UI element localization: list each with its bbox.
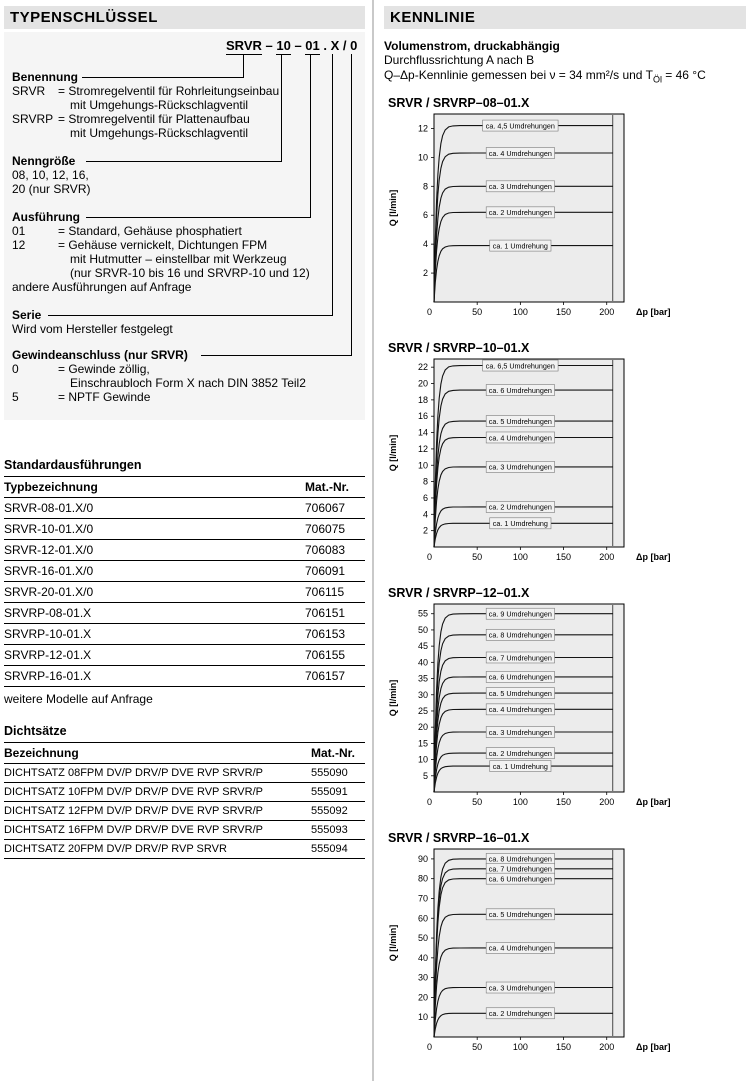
y-tick-label: 14 xyxy=(417,427,428,438)
code-separator: 0 xyxy=(350,38,358,53)
section-title: Gewindeanschluss (nur SRVR) xyxy=(12,348,188,362)
curve-label: ca. 6,5 Umdrehungen xyxy=(485,361,555,371)
curve-label: ca. 2 Umdrehungen xyxy=(488,208,552,218)
chart-svg xyxy=(384,600,694,822)
section-line: 20 (nur SRVR) xyxy=(12,182,91,196)
term-description: = Standard, Gehäuse phosphatiert xyxy=(58,224,242,238)
term-description: = Stromregelventil für Rohrleitungseinbau xyxy=(58,84,280,98)
curve-label: ca. 8 Umdrehungen xyxy=(488,630,552,640)
x-tick-label: 50 xyxy=(472,307,483,318)
y-tick-label: 90 xyxy=(417,854,428,865)
chart-canvas xyxy=(384,845,746,1067)
curve-label: ca. 4 Umdrehungen xyxy=(488,944,552,954)
y-tick-label: 40 xyxy=(417,953,428,964)
term-description: = Stromregelventil für Plattenaufbau xyxy=(58,112,250,126)
x-tick-label: 100 xyxy=(512,797,528,808)
column-divider xyxy=(372,0,374,1081)
table-row xyxy=(4,603,365,624)
y-tick-label: 18 xyxy=(417,395,428,406)
y-tick-label: 15 xyxy=(417,738,428,749)
chart-block-srvr08 xyxy=(384,96,746,332)
curve-label: ca. 4 Umdrehungen xyxy=(488,705,552,715)
table-cell: SRVR-16-01.X/0 xyxy=(4,561,305,582)
y-tick-label: 20 xyxy=(417,722,428,733)
curve-label: ca. 1 Umdrehung xyxy=(492,241,548,251)
curve-label: ca. 6 Umdrehungen xyxy=(488,673,552,683)
y-axis-label: Q [l/min] xyxy=(388,190,398,227)
typenschluessel-sections xyxy=(12,70,357,404)
y-tick-label: 25 xyxy=(417,706,428,717)
column-header-typbezeichnung: Typbezeichnung xyxy=(4,477,305,498)
chart-block-srvr12 xyxy=(384,586,746,822)
standard-table-heading: Standardausführungen xyxy=(4,456,365,477)
table-cell: 706151 xyxy=(305,603,365,624)
y-tick-label: 2 xyxy=(422,268,428,279)
section-title: Ausführung xyxy=(12,210,80,224)
seal-table xyxy=(4,743,365,859)
y-tick-label: 10 xyxy=(417,460,428,471)
code-separator: – xyxy=(290,38,306,53)
typenschluessel-header: TYPENSCHLÜSSEL xyxy=(4,6,365,29)
curve-label: ca. 2 Umdrehungen xyxy=(488,503,552,513)
chart-svg xyxy=(384,110,694,332)
more-models-note: weitere Modelle auf Anfrage xyxy=(4,692,153,706)
table-cell: SRVR-08-01.X/0 xyxy=(4,498,305,519)
curve-label: ca. 4,5 Umdrehungen xyxy=(485,121,555,131)
section-line: andere Ausführungen auf Anfrage xyxy=(12,280,192,294)
table-cell: 706115 xyxy=(305,582,365,603)
origin-label: 0 xyxy=(426,307,432,318)
section-title: Serie xyxy=(12,308,42,322)
term: 01 xyxy=(12,224,26,238)
kennlinie-header: KENNLINIE xyxy=(384,6,746,29)
x-tick-label: 150 xyxy=(556,307,572,318)
curve-label: ca. 6 Umdrehungen xyxy=(488,386,552,396)
origin-label: 0 xyxy=(426,1042,432,1053)
table-row xyxy=(4,840,365,859)
y-axis-label: Q [l/min] xyxy=(388,435,398,472)
column-header-matnr: Mat.-Nr. xyxy=(305,477,365,498)
right-column xyxy=(384,6,746,1067)
section-line xyxy=(12,224,357,238)
section-line xyxy=(12,390,357,404)
table-row xyxy=(4,561,365,582)
x-axis-label: Δp [bar] xyxy=(636,552,671,563)
y-tick-label: 30 xyxy=(417,690,428,701)
curve-label: ca. 4 Umdrehungen xyxy=(488,433,552,443)
origin-label: 0 xyxy=(426,552,432,563)
y-axis-label: Q [l/min] xyxy=(388,925,398,962)
x-tick-label: 200 xyxy=(599,1042,615,1053)
term: SRVRP xyxy=(12,112,54,126)
term: 5 xyxy=(12,390,19,404)
x-tick-label: 150 xyxy=(556,1042,572,1053)
x-tick-label: 100 xyxy=(512,307,528,318)
y-tick-label: 70 xyxy=(417,893,428,904)
term-description: = NPTF Gewinde xyxy=(58,390,151,404)
term-description: = Gewinde zöllig, xyxy=(58,362,150,376)
x-tick-label: 150 xyxy=(556,552,572,563)
y-tick-label: 60 xyxy=(417,913,428,924)
table-cell: 555093 xyxy=(311,821,365,840)
y-tick-label: 4 xyxy=(422,239,428,250)
chart-block-srvr16 xyxy=(384,831,746,1067)
term: 0 xyxy=(12,362,19,376)
y-tick-label: 35 xyxy=(417,673,428,684)
x-axis-label: Δp [bar] xyxy=(636,307,671,318)
curve-label: ca. 5 Umdrehungen xyxy=(488,417,552,427)
y-tick-label: 80 xyxy=(417,874,428,885)
table-cell: SRVRP-16-01.X xyxy=(4,666,305,687)
y-tick-label: 8 xyxy=(422,181,428,192)
x-axis-label: Δp [bar] xyxy=(636,1042,671,1053)
section-line xyxy=(12,362,357,376)
table-cell: 555091 xyxy=(311,783,365,802)
chart-title: SRVR / SRVRP–12–01.X xyxy=(388,586,530,601)
origin-label: 0 xyxy=(426,797,432,808)
y-tick-label: 2 xyxy=(422,526,428,537)
table-cell: DICHTSATZ 12FPM DV/P DRV/P DVE RVP SRVR/P xyxy=(4,802,311,821)
term: SRVR xyxy=(12,84,46,98)
section-line: mit Umgehungs-Rückschlagventil xyxy=(70,98,249,112)
y-tick-label: 40 xyxy=(417,657,428,668)
table-row xyxy=(4,645,365,666)
y-tick-label: 12 xyxy=(417,444,428,455)
y-tick-label: 10 xyxy=(417,1012,428,1023)
chart-title: SRVR / SRVRP–16–01.X xyxy=(388,831,530,846)
y-tick-label: 16 xyxy=(417,411,428,422)
chart-svg xyxy=(384,845,694,1067)
flow-direction-line: Durchflussrichtung A nach B xyxy=(384,53,535,67)
table-row xyxy=(4,666,365,687)
table-cell: 706091 xyxy=(305,561,365,582)
code-separator: X xyxy=(330,38,340,53)
chart-title: SRVR / SRVRP–10–01.X xyxy=(388,341,530,356)
section-line xyxy=(12,238,357,252)
table-header-row xyxy=(4,743,365,764)
curve-label: ca. 7 Umdrehungen xyxy=(488,653,552,663)
code-separator: – xyxy=(261,38,277,53)
y-tick-label: 55 xyxy=(417,609,428,620)
kennlinie-subtitle: Volumenstrom, druckabhängig xyxy=(384,39,560,53)
curve-label: ca. 5 Umdrehungen xyxy=(488,910,552,920)
chart-canvas xyxy=(384,355,746,577)
section-line: (nur SRVR-10 bis 16 und SRVRP-10 und 12) xyxy=(70,266,310,280)
x-tick-label: 200 xyxy=(599,307,615,318)
standard-table xyxy=(4,477,365,687)
chart-block-srvr10 xyxy=(384,341,746,577)
y-tick-label: 6 xyxy=(422,210,428,221)
y-tick-label: 30 xyxy=(417,973,428,984)
table-cell: 706155 xyxy=(305,645,365,666)
code-segment: 01 xyxy=(305,38,320,53)
left-column xyxy=(4,6,365,859)
table-cell: SRVRP-10-01.X xyxy=(4,624,305,645)
curve-label: ca. 8 Umdrehungen xyxy=(488,855,552,865)
chart-canvas xyxy=(384,110,746,332)
seal-table-heading: Dichtsätze xyxy=(4,722,365,743)
table-row xyxy=(4,821,365,840)
column-header-matnr: Mat.-Nr. xyxy=(311,743,365,764)
table-cell: SRVRP-12-01.X xyxy=(4,645,305,666)
code-separator: . xyxy=(319,38,331,53)
term-description: = Gehäuse vernickelt, Dichtungen FPM xyxy=(58,238,268,252)
table-row xyxy=(4,802,365,821)
measure-prefix: Q–Δp-Kennlinie gemessen bei ν = 34 mm²/s und T xyxy=(384,68,653,82)
x-tick-label: 200 xyxy=(599,552,615,563)
table-row xyxy=(4,783,365,802)
curve-label: ca. 3 Umdrehungen xyxy=(488,728,552,738)
section-title: Benennung xyxy=(12,70,78,84)
table-row xyxy=(4,764,365,783)
table-cell: SRVRP-08-01.X xyxy=(4,603,305,624)
y-tick-label: 50 xyxy=(417,933,428,944)
y-tick-label: 20 xyxy=(417,992,428,1003)
table-cell: SRVR-12-01.X/0 xyxy=(4,540,305,561)
table-cell: SRVR-10-01.X/0 xyxy=(4,519,305,540)
code-segment: 10 xyxy=(276,38,291,53)
curve-label: ca. 2 Umdrehungen xyxy=(488,749,552,759)
section-line: mit Hutmutter – einstellbar mit Werkzeug xyxy=(70,252,287,266)
table-row xyxy=(4,582,365,603)
table-cell: 706075 xyxy=(305,519,365,540)
table-cell: 555094 xyxy=(311,840,365,859)
seal-table-block xyxy=(4,722,365,859)
y-tick-label: 4 xyxy=(422,509,428,520)
chart-canvas xyxy=(384,600,746,822)
y-tick-label: 45 xyxy=(417,641,428,652)
curve-label: ca. 1 Umdrehung xyxy=(492,519,548,529)
measurement-condition-line xyxy=(384,68,746,87)
chart-svg xyxy=(384,355,694,577)
x-tick-label: 100 xyxy=(512,1042,528,1053)
curve-label: ca. 2 Umdrehungen xyxy=(488,1009,552,1019)
section-line xyxy=(12,112,357,126)
table-cell: 706067 xyxy=(305,498,365,519)
y-tick-label: 10 xyxy=(417,754,428,765)
section-line: Wird vom Hersteller festgelegt xyxy=(12,322,173,336)
table-row xyxy=(4,624,365,645)
term: 12 xyxy=(12,238,26,252)
table-header-row xyxy=(4,477,365,498)
y-tick-label: 5 xyxy=(422,771,428,782)
table-cell: SRVR-20-01.X/0 xyxy=(4,582,305,603)
y-tick-label: 10 xyxy=(417,152,428,163)
y-tick-label: 22 xyxy=(417,362,428,373)
table-cell: 706157 xyxy=(305,666,365,687)
typenschluessel-box xyxy=(4,32,365,420)
table-row xyxy=(4,540,365,561)
section-line xyxy=(12,84,357,98)
curve-label: ca. 3 Umdrehungen xyxy=(488,463,552,473)
curve-label: ca. 4 Umdrehungen xyxy=(488,149,552,159)
curve-label: ca. 3 Umdrehungen xyxy=(488,182,552,192)
standard-table-block xyxy=(4,456,365,706)
curve-label: ca. 1 Umdrehung xyxy=(492,762,548,772)
chart-title: SRVR / SRVRP–08–01.X xyxy=(388,96,530,111)
y-tick-label: 50 xyxy=(417,625,428,636)
y-axis-label: Q [l/min] xyxy=(388,680,398,717)
y-tick-label: 12 xyxy=(417,123,428,134)
table-cell: DICHTSATZ 20FPM DV/P DRV/P RVP SRVR xyxy=(4,840,311,859)
column-header-bezeichnung: Bezeichnung xyxy=(4,743,311,764)
table-cell: DICHTSATZ 10FPM DV/P DRV/P DVE RVP SRVR/P xyxy=(4,783,311,802)
table-cell: DICHTSATZ 08FPM DV/P DRV/P DVE RVP SRVR/P xyxy=(4,764,311,783)
x-tick-label: 100 xyxy=(512,552,528,563)
x-axis-label: Δp [bar] xyxy=(636,797,671,808)
section-line: mit Umgehungs-Rückschlagventil xyxy=(70,126,249,140)
curve-label: ca. 6 Umdrehungen xyxy=(488,874,552,884)
x-tick-label: 50 xyxy=(472,552,483,563)
ordering-code xyxy=(226,38,357,53)
code-separator: / xyxy=(339,38,351,53)
y-tick-label: 8 xyxy=(422,476,428,487)
measure-suffix: = 46 °C xyxy=(661,68,706,82)
code-segment: SRVR xyxy=(226,38,262,53)
table-cell: 555090 xyxy=(311,764,365,783)
section-line: Einschraubloch Form X nach DIN 3852 Teil2 xyxy=(70,376,306,390)
table-cell: 706153 xyxy=(305,624,365,645)
table-row xyxy=(4,498,365,519)
table-row xyxy=(4,519,365,540)
curve-label: ca. 5 Umdrehungen xyxy=(488,689,552,699)
curve-label: ca. 7 Umdrehungen xyxy=(488,864,552,874)
x-tick-label: 200 xyxy=(599,797,615,808)
section-title: Nenngröße xyxy=(12,154,76,168)
x-tick-label: 50 xyxy=(472,797,483,808)
table-cell: 706083 xyxy=(305,540,365,561)
y-tick-label: 6 xyxy=(422,493,428,504)
section-line: 08, 10, 12, 16, xyxy=(12,168,89,182)
table-cell: 555092 xyxy=(311,802,365,821)
curve-label: ca. 9 Umdrehungen xyxy=(488,609,552,619)
table-cell: DICHTSATZ 16FPM DV/P DRV/P DVE RVP SRVR/P xyxy=(4,821,311,840)
curve-label: ca. 3 Umdrehungen xyxy=(488,983,552,993)
x-tick-label: 50 xyxy=(472,1042,483,1053)
measure-subscript: Öl xyxy=(652,74,662,85)
y-tick-label: 20 xyxy=(417,378,428,389)
x-tick-label: 150 xyxy=(556,797,572,808)
